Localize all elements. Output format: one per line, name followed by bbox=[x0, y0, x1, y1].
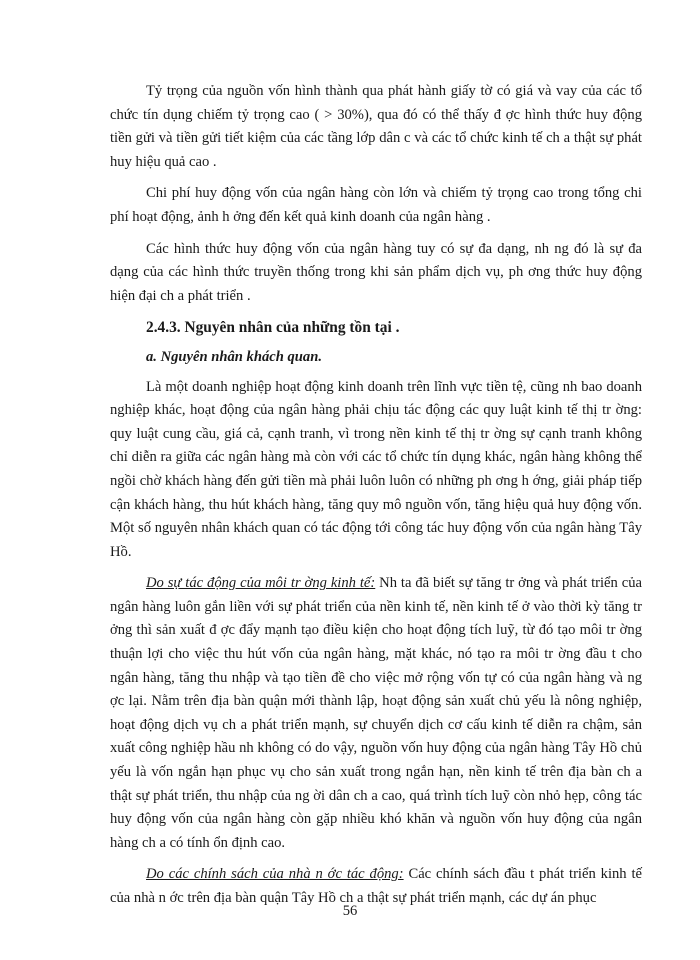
section-heading: 2.4.3. Nguyên nhân của những tồn tại . bbox=[146, 319, 400, 337]
paragraph bbox=[110, 572, 642, 855]
paragraph-body: Nh ta đã biết sự tăng tr ởng và phát triển của ngân hàng luôn gắn liền với sự phát triển của nền kinh tế, nền kinh tế ở vào thời kỳ tăng tr ởng thì sản xuất đ ợc đẩy mạnh tạo điều kiện cho hoạt động tích luỹ, từ đó tạo môi tr ờng thuận lợi cho việc thu hút vốn của ngân hàng, mặt khác, nó tạo ra môi tr ờng đầu t cho ngân hàng, tăng thu nhập và tạo tiền đề cho việc mở rộng vốn tự có của ngân hàng và ng ợc lại. Nằm trên địa bàn quận mới thành lập, hoạt động sản xuất chủ yếu là nông nghiệp, hoạt động dịch vụ ch a phát triển mạnh, sự chuyển dịch cơ cấu kinh tế diễn ra chậm, sản xuất công nghiệp hầu nh không có do vậy, nguồn vốn huy động của ngân hàng Tây Hồ chủ yếu là vốn ngắn hạn phục vụ cho sản xuất trong ngắn hạn, nền kinh tế trên địa bàn ch a thật sự phát triển, thu nhập của ng ời dân ch a cao, quá trình tích luỹ còn nhỏ hẹp, công tác huy động vốn của ngân hàng còn gặp nhiều khó khăn và nguồn vốn huy động của ngân hàng ch a có tính ổn định cao. bbox=[110, 575, 642, 851]
body-text bbox=[110, 80, 642, 919]
paragraph: Các hình thức huy động vốn của ngân hàng tuy có sự đa dạng, nh ng đó là sự đa dạng của các hình thức truyền thống trong khi sản phẩm dịch vụ, ph ơng thức huy động hiện đại ch a phát triển . bbox=[110, 240, 642, 304]
paragraph-lead: Do sự tác động của môi tr ờng kinh tế: bbox=[146, 575, 376, 592]
paragraph-lead: Do các chính sách của nhà n ớc tác động: bbox=[146, 866, 404, 883]
paragraph: Chi phí huy động vốn của ngân hàng còn lớn và chiếm tỷ trọng cao trong tổng chi phí hoạt động, ảnh h ởng đến kết quả kinh doanh của ngân hàng . bbox=[110, 185, 642, 225]
paragraph: Tỷ trọng của nguồn vốn hình thành qua phát hành giấy tờ có giá và vay của các tổ chức tín dụng chiếm tỷ trọng cao ( > 30%), qua đó có thể thấy đ ợc hình thức huy động tiền gửi và tiền gửi tiết kiệm của các tầng lớp dân c và các tổ chức kinh tế ch a thật sự phát huy hiệu quả cao . bbox=[110, 83, 642, 170]
paragraph: Là một doanh nghiệp hoạt động kinh doanh trên lĩnh vực tiền tệ, cũng nh bao doanh nghiệp khác, hoạt động của ngân hàng phải chịu tác động các quy luật kinh tế thị tr ờng: quy luật cung cầu, giá cả, cạnh tranh, vì trong nền kinh tế thị tr ờng sự cạnh tranh không chỉ diễn ra giữa các ngân hàng mà còn với các tổ chức tín dụng khác, ngân hàng không thể ngồi chờ khách hàng đến gửi tiền mà phải luôn luôn có những ph ơng h ớng, giải pháp tiếp cận khách hàng, thu hút khách hàng, tăng quy mô nguồn vốn, tăng hiệu quả huy động vốn. Một số nguyên nhân khách quan có tác động tới công tác huy động vốn của ngân hàng Tây Hồ. bbox=[110, 378, 642, 560]
page-number: 56 bbox=[342, 903, 358, 919]
paragraph-body: Các chính sách đầu t phát triển kinh tế của nhà n ớc trên địa bàn quận Tây Hồ ch a thật sự phát triển mạnh, các dự án phục bbox=[110, 866, 642, 906]
subsection-heading: a. Nguyên nhân khách quan. bbox=[146, 348, 322, 365]
